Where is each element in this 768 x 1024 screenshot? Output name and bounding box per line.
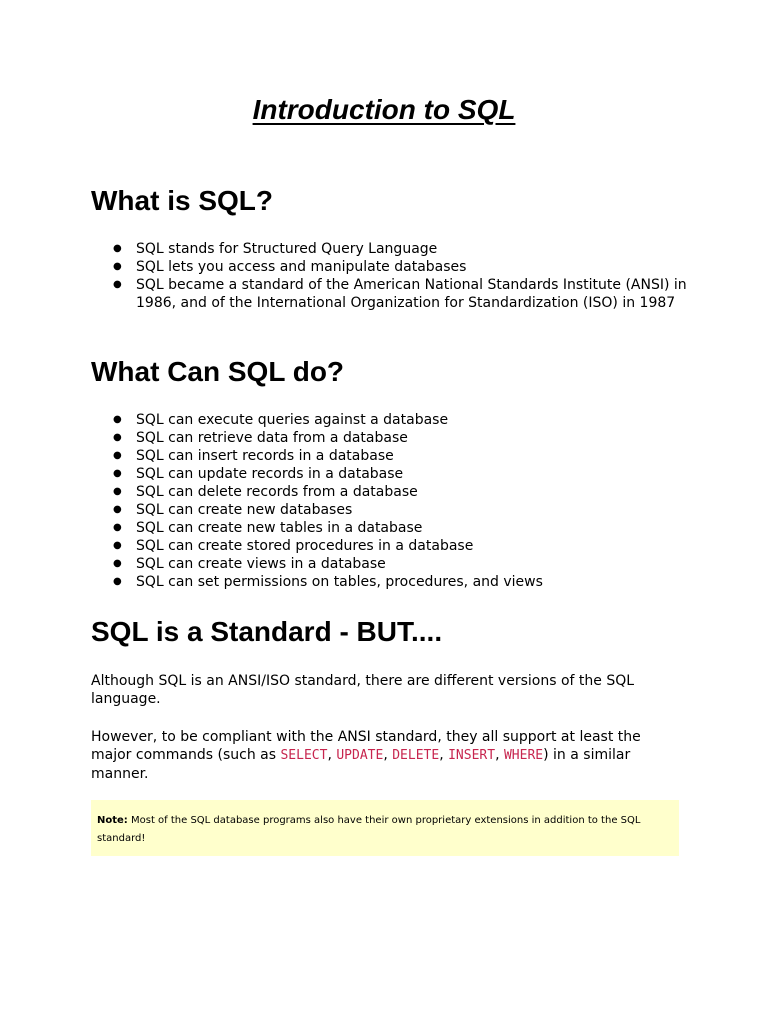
- list-item: ● SQL can execute queries against a database: [113, 412, 449, 428]
- note-text: Most of the SQL database programs also have their own proprietary extensions in addition to the SQL standard!: [97, 815, 641, 844]
- keyword-where: WHERE: [503, 748, 544, 763]
- list-item: ● SQL can create stored procedures in a database: [113, 538, 474, 554]
- list-item: ● SQL can set permissions on tables, procedures, and views: [113, 574, 543, 590]
- list-item: ● SQL lets you access and manipulate databases: [113, 259, 467, 275]
- list-item: ● SQL can delete records from a database: [113, 484, 418, 500]
- bullet-icon: ●: [113, 504, 122, 515]
- list-item: ● SQL stands for Structured Query Language: [113, 241, 438, 257]
- list-item: ● SQL can create new databases: [113, 502, 353, 518]
- keyword-delete: DELETE: [392, 748, 440, 763]
- paragraph-compliance: However, to be compliant with the ANSI standard, they all support at least the major commands (such as SELECT, UPDATE, DELETE, INSERT, WHERE) in a similar manner.: [91, 729, 641, 782]
- document-title: Introduction to SQL: [252, 94, 516, 125]
- section-heading-sql-standard: SQL is a Standard - BUT....: [91, 616, 443, 647]
- bullet-icon: ●: [113, 432, 122, 443]
- bullet-icon: ●: [113, 261, 122, 272]
- list-item: ● SQL can retrieve data from a database: [113, 430, 408, 446]
- bullet-icon: ●: [113, 243, 122, 254]
- bullet-icon: ●: [113, 540, 122, 551]
- bullet-icon: ●: [113, 558, 122, 569]
- paragraph-versions: Although SQL is an ANSI/ISO standard, there are different versions of the SQL language.: [91, 673, 635, 707]
- note-box: [91, 800, 679, 856]
- bullet-icon: ●: [113, 279, 122, 290]
- keyword-update: UPDATE: [336, 748, 384, 763]
- list-item: ● SQL can update records in a database: [113, 466, 404, 482]
- bullet-icon: ●: [113, 576, 122, 587]
- section-heading-what-can-sql-do: What Can SQL do?: [91, 356, 345, 387]
- list-item: ● SQL became a standard of the American National Standards Institute (ANSI) in 1986, and of the International Organization for Standardization (ISO) in 1987: [113, 277, 687, 311]
- what-is-sql-list: [91, 240, 691, 312]
- bullet-icon: ●: [113, 450, 122, 461]
- bullet-icon: ●: [113, 468, 122, 479]
- bullet-icon: ●: [113, 414, 122, 425]
- list-item: ● SQL can create new tables in a database: [113, 520, 423, 536]
- keyword-insert: INSERT: [448, 748, 496, 763]
- keyword-select: SELECT: [280, 748, 328, 763]
- list-item: ● SQL can create views in a database: [113, 556, 386, 572]
- bullet-icon: ●: [113, 486, 122, 497]
- section-heading-what-is-sql: What is SQL?: [91, 185, 273, 216]
- what-can-sql-do-list: [91, 411, 691, 591]
- note-label: Note:: [97, 815, 128, 826]
- bullet-icon: ●: [113, 522, 122, 533]
- list-item: ● SQL can insert records in a database: [113, 448, 394, 464]
